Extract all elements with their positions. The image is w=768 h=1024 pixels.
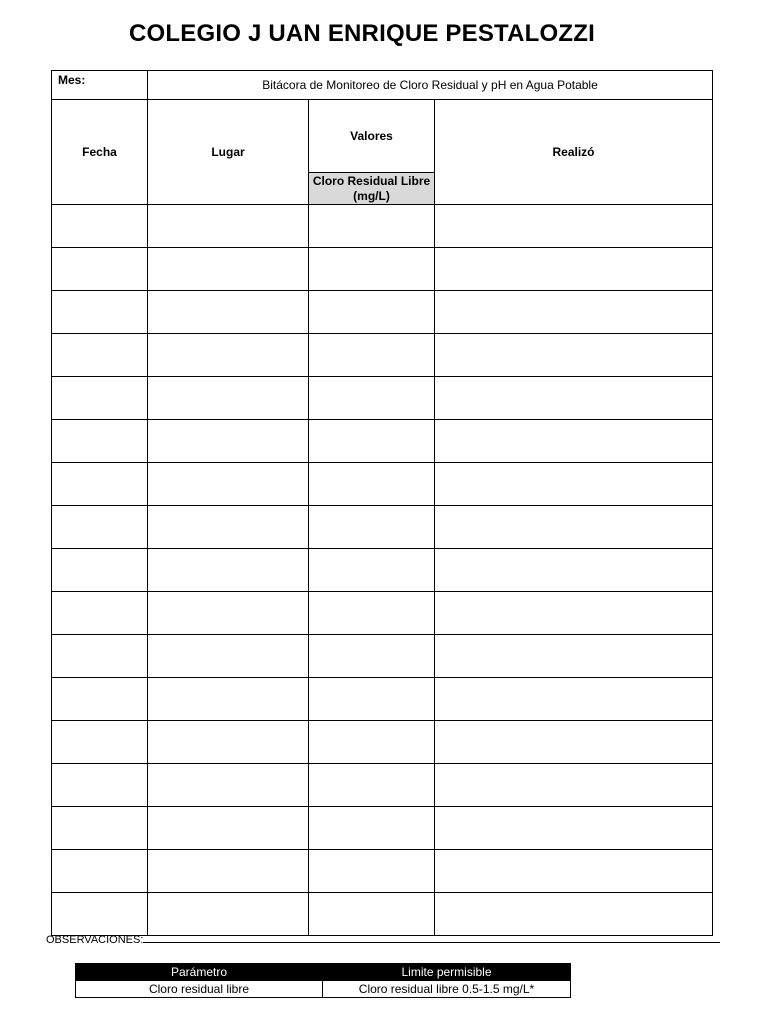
cell-realizo[interactable] <box>435 807 713 850</box>
table-row <box>52 377 713 420</box>
cell-cloro[interactable] <box>309 420 435 463</box>
title-row <box>52 71 713 100</box>
cell-fecha[interactable] <box>52 463 148 506</box>
cell-lugar[interactable] <box>148 463 309 506</box>
table-row <box>52 721 713 764</box>
cell-fecha[interactable] <box>52 721 148 764</box>
cell-lugar[interactable] <box>148 764 309 807</box>
cell-cloro[interactable] <box>309 291 435 334</box>
limits-table <box>75 963 571 998</box>
cell-cloro[interactable] <box>309 549 435 592</box>
table-row <box>52 893 713 936</box>
cell-cloro[interactable] <box>309 893 435 936</box>
table-row <box>52 764 713 807</box>
header-row <box>52 100 713 173</box>
table-row <box>52 678 713 721</box>
cell-lugar[interactable] <box>148 248 309 291</box>
cell-fecha[interactable] <box>52 764 148 807</box>
cell-lugar[interactable] <box>148 721 309 764</box>
cell-fecha[interactable] <box>52 850 148 893</box>
cell-realizo[interactable] <box>435 334 713 377</box>
limits-row <box>76 981 571 998</box>
table-row <box>52 205 713 248</box>
monitoring-log-table <box>51 70 713 936</box>
cell-realizo[interactable] <box>435 377 713 420</box>
limits-cell-limite: Cloro residual libre 0.5-1.5 mg/L* <box>323 981 571 998</box>
cell-fecha[interactable] <box>52 248 148 291</box>
cell-realizo[interactable] <box>435 893 713 936</box>
cell-cloro[interactable] <box>309 205 435 248</box>
cell-lugar[interactable] <box>148 549 309 592</box>
cell-fecha[interactable] <box>52 549 148 592</box>
column-header-valores: Valores <box>309 100 435 173</box>
cell-cloro[interactable] <box>309 506 435 549</box>
column-header-realizo: Realizó <box>435 100 713 205</box>
observations-label: OBSERVACIONES: <box>46 934 144 946</box>
table-row <box>52 248 713 291</box>
cell-realizo[interactable] <box>435 463 713 506</box>
table-row <box>52 807 713 850</box>
table-row <box>52 549 713 592</box>
cell-realizo[interactable] <box>435 635 713 678</box>
cell-realizo[interactable] <box>435 678 713 721</box>
cell-realizo[interactable] <box>435 205 713 248</box>
table-row <box>52 592 713 635</box>
cell-fecha[interactable] <box>52 635 148 678</box>
cell-realizo[interactable] <box>435 850 713 893</box>
cell-lugar[interactable] <box>148 420 309 463</box>
cell-realizo[interactable] <box>435 764 713 807</box>
table-row <box>52 334 713 377</box>
cell-fecha[interactable] <box>52 893 148 936</box>
cell-cloro[interactable] <box>309 721 435 764</box>
cell-fecha[interactable] <box>52 420 148 463</box>
column-header-fecha: Fecha <box>52 100 148 205</box>
cell-realizo[interactable] <box>435 506 713 549</box>
table-row <box>52 291 713 334</box>
cell-cloro[interactable] <box>309 377 435 420</box>
column-header-lugar: Lugar <box>148 100 309 205</box>
cell-cloro[interactable] <box>309 807 435 850</box>
table-row <box>52 850 713 893</box>
limits-cell-parametro: Cloro residual libre <box>76 981 323 998</box>
cell-cloro[interactable] <box>309 764 435 807</box>
cell-lugar[interactable] <box>148 635 309 678</box>
cell-lugar[interactable] <box>148 893 309 936</box>
cell-fecha[interactable] <box>52 291 148 334</box>
limits-header-limite: Limite permisible <box>323 964 571 981</box>
cell-lugar[interactable] <box>148 334 309 377</box>
cell-realizo[interactable] <box>435 420 713 463</box>
month-field[interactable] <box>52 71 148 100</box>
table-row <box>52 506 713 549</box>
cell-lugar[interactable] <box>148 291 309 334</box>
school-title: COLEGIO J UAN ENRIQUE PESTALOZZI <box>129 20 595 47</box>
cell-fecha[interactable] <box>52 377 148 420</box>
cell-realizo[interactable] <box>435 549 713 592</box>
cell-realizo[interactable] <box>435 721 713 764</box>
observations[interactable] <box>46 932 720 946</box>
cell-realizo[interactable] <box>435 248 713 291</box>
cell-cloro[interactable] <box>309 592 435 635</box>
log-title: Bitácora de Monitoreo de Cloro Residual y pH en Agua Potable <box>148 71 713 100</box>
cell-lugar[interactable] <box>148 850 309 893</box>
limits-header-parametro: Parámetro <box>76 964 323 981</box>
table-row <box>52 463 713 506</box>
cell-lugar[interactable] <box>148 807 309 850</box>
cell-cloro[interactable] <box>309 635 435 678</box>
cell-fecha[interactable] <box>52 807 148 850</box>
limits-header-row <box>76 964 571 981</box>
cell-realizo[interactable] <box>435 592 713 635</box>
cell-cloro[interactable] <box>309 678 435 721</box>
cell-cloro[interactable] <box>309 463 435 506</box>
table-row <box>52 420 713 463</box>
cell-fecha[interactable] <box>52 506 148 549</box>
cell-cloro[interactable] <box>309 850 435 893</box>
cell-fecha[interactable] <box>52 678 148 721</box>
cloro-header-label: Cloro Residual Libre <box>312 173 431 188</box>
cell-cloro[interactable] <box>309 248 435 291</box>
cell-cloro[interactable] <box>309 334 435 377</box>
cell-lugar[interactable] <box>148 506 309 549</box>
column-header-cloro <box>309 173 435 205</box>
table-row <box>52 635 713 678</box>
cell-lugar[interactable] <box>148 205 309 248</box>
observations-line <box>143 932 720 943</box>
cell-lugar[interactable] <box>148 377 309 420</box>
cell-lugar[interactable] <box>148 592 309 635</box>
cell-fecha[interactable] <box>52 205 148 248</box>
cell-lugar[interactable] <box>148 678 309 721</box>
cell-fecha[interactable] <box>52 592 148 635</box>
cell-fecha[interactable] <box>52 334 148 377</box>
month-label: Mes: <box>58 73 86 87</box>
cloro-header-unit: (mg/L) <box>353 188 390 203</box>
cell-realizo[interactable] <box>435 291 713 334</box>
